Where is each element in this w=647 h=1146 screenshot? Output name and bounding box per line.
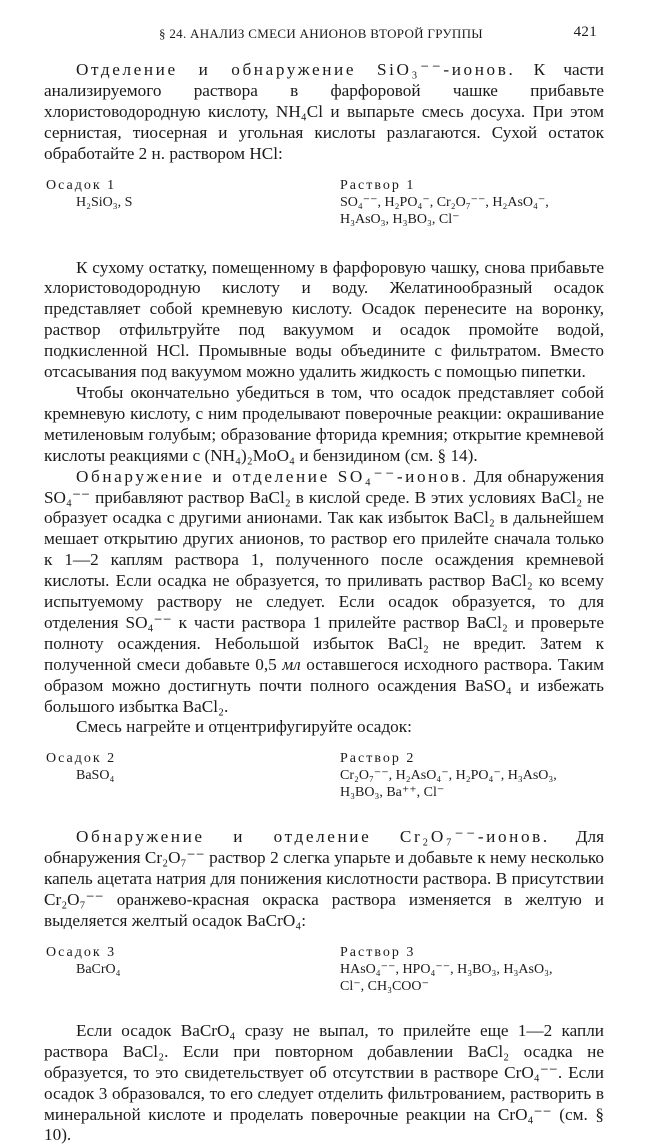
precipitate-content: H₂SiO₃, S (76, 194, 133, 210)
section-silicate (44, 60, 604, 165)
solution-label: Раствор 2 (340, 751, 416, 767)
paragraph: Смесь нагрейте и отцентрифугируйте осадок: (76, 717, 412, 737)
precipitate-label: Осадок 2 (46, 751, 117, 767)
unit-ml: мл (282, 654, 301, 674)
solution-line: HAsO₄⁻⁻, HPO₄⁻⁻, H₃BO₃, H₃AsO₃, (340, 961, 553, 977)
precipitate-3 (46, 944, 121, 978)
precipitate-label: Осадок 1 (46, 177, 117, 193)
solution-line: SO₄⁻⁻, H₂PO₄⁻, Cr₂O₇⁻⁻, H₂AsO₄⁻, (340, 194, 549, 210)
page-header (44, 24, 597, 44)
separation-scheme-2 (44, 750, 604, 808)
solution-label: Раствор 1 (340, 177, 416, 193)
paragraph: К сухому остатку, помещенному в фарфоровую чашку, снова прибавьте хлористоводородную кислоту и воду. Желатинообразный осадок представляет собой кремневую кислоту. Осадок перенесите на воронку, раствор отфильтруйте под вакуумом и осадок промойте водой, подкисленной HCl. Промывные воды объедините с фильтратом. Вместо отсасывания под вакуумом можно удалить жидкость с помощью пипетки. (44, 257, 604, 382)
precipitate-content: BaCrO₄ (76, 961, 121, 977)
solution-line: H₃AsO₃, H₃BO₃, Cl⁻ (340, 211, 460, 227)
section-sulfate (44, 467, 604, 718)
section-text: Для обнаружения Cr₂O₇⁻⁻ раствор 2 слегка упарьте и добавьте к нему несколько капель ацетата натрия для понижения кислотности раствора. В присутствии Cr₂O₇⁻⁻ оранжево-красная окраска раствора изменяется в желтую и выделяется желтый осадок BaCrO₄: (44, 827, 604, 930)
solution-2 (340, 750, 557, 801)
paragraph: Чтобы окончательно убедиться в том, что осадок представляет собой кремневую кислоту, с ним проделывают поверочные реакции: окрашивание метиленовым голубым; образование фторида кремния; открытие кремневой кислоты реакциями с (NH₄)₂MoO₄ и бензидином (см. § 14). (44, 382, 604, 465)
section-text: К части анализируемого раствора в фарфоровой чашке прибавьте хлористоводородную кислоту, NH₄Cl и выпарьте смесь досуха. При этом сернистая, тиосерная и угольная кислоты разлагаются. Сухой остаток обработайте 2 н. раствором HCl: (44, 60, 604, 163)
precipitate-content: BaSO₄ (76, 768, 115, 784)
solution-3 (340, 944, 552, 995)
paragraph: Если осадок BaCrO₄ сразу не выпал, то прилейте еще 1—2 капли раствора BaCl₂. Если при повторном добавлении BaCl₂ осадка не образуется, то это свидетельствует об отсутствии в растворе CrO₄⁻⁻. Если осадок 3 образовался, то его следует отделить фильтрованием, растворить в минеральной кислоте и проделать поверочные реакции на CrO₄⁻⁻ (см. § 10). (44, 1020, 604, 1145)
separation-scheme-1 (44, 177, 604, 239)
running-title: § 24. АНАЛИЗ СМЕСИ АНИОНОВ ВТОРОЙ ГРУППЫ (159, 26, 483, 41)
section-heading: Отделение и обнаружение SiO₃⁻⁻-ионов. (76, 60, 516, 79)
page-body (44, 60, 604, 1146)
precipitate-label: Осадок 3 (46, 944, 117, 960)
solution-line: Cl⁻, CH₃COO⁻ (340, 978, 429, 994)
separation-scheme-3 (44, 944, 604, 1002)
section-heading: Обнаружение и отделение SO₄⁻⁻-ионов. (76, 466, 469, 486)
solution-1 (340, 177, 549, 228)
solution-label: Раствор 3 (340, 944, 416, 960)
section-text: Для обнаружения SO₄⁻⁻ прибавляют раствор BaCl₂ в кислой среде. В этих условиях BaCl₂ не образует осадка с другими анионами. Так как избыток BaCl₂ в дальнейшем мешает открытию других анионов, то раствор его прилейте сначала только к 1—2 каплям раствора 1, полученного после осаждения кремневой кислоты. Если осадка не образуется, то приливать раствор BaCl₂ ко всему испытуемому раствору не следует. Если осадок образуется, то для отделения SO₄⁻⁻ к части раствора 1 прилейте раствор BaCl₂ и проверьте полноту осаждения. Небольшой избыток BaCl₂ не вредит. Затем к полученной смеси добавьте 0,5 (44, 466, 604, 674)
page-number: 421 (573, 24, 597, 40)
solution-line: Cr₂O₇⁻⁻, H₂AsO₄⁻, H₂PO₄⁻, H₃AsO₃, (340, 768, 557, 784)
solution-line: H₃BO₃, Ba⁺⁺, Cl⁻ (340, 785, 445, 801)
section-heading: Обнаружение и отделение Cr₂O₇⁻⁻-ионов. (76, 827, 550, 847)
section-text: оставшегося исходного раствора. Таким образом можно достигнуть почти полного осаждения BaSO₄ и избежать большого избытка BaCl₂. (44, 654, 604, 716)
precipitate-2 (46, 750, 116, 784)
section-dichromate (44, 827, 604, 932)
precipitate-1 (46, 177, 132, 211)
